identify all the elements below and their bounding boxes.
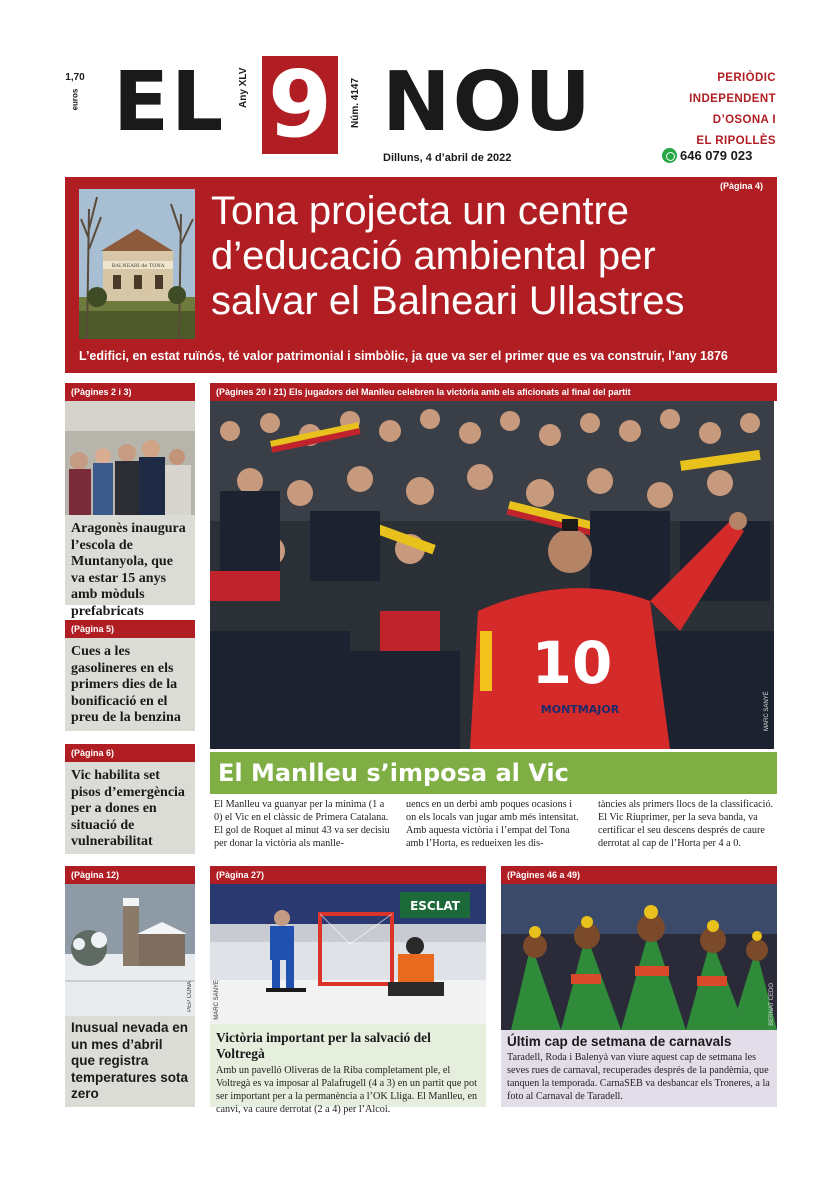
hockey-illustration <box>210 884 486 1024</box>
bottom-story-nevada[interactable] <box>65 866 195 1107</box>
side-story-muntanyola[interactable] <box>65 383 195 619</box>
bottom-photo-credit: PEP CONA <box>187 981 193 1012</box>
main-photo-credit: MARC SANYÉ <box>764 691 770 731</box>
phone-number: 646 079 023 <box>680 148 753 163</box>
main-headline[interactable]: El Manlleu s’imposa al Vic <box>210 752 777 794</box>
balneari-sign: BALNEARI de TONA <box>111 263 165 269</box>
bottom-story-carnaval[interactable] <box>501 866 777 1107</box>
whatsapp-contact[interactable] <box>662 148 752 163</box>
bottom-headline[interactable]: Victòria important per la salvació del Voltregà <box>216 1030 431 1061</box>
tagline-line: INDEPENDENT <box>689 93 776 105</box>
issue-number: Núm. 4147 <box>350 77 361 128</box>
jersey-number: 10 <box>531 629 613 697</box>
whatsapp-icon <box>662 148 677 163</box>
carnival-photo <box>501 884 777 1030</box>
bottom-photo-credit: BERNAT CEDÓ <box>769 983 775 1026</box>
main-photo[interactable] <box>210 401 774 749</box>
price-currency: euros <box>70 88 80 111</box>
bottom-page-ref: (Pàgines 46 a 49) <box>501 866 777 884</box>
tagline-line: D’OSONA I <box>712 114 776 126</box>
hockey-photo <box>210 884 486 1024</box>
year-label: Any XLV <box>238 67 249 108</box>
side-headline[interactable]: Vic habilita set pisos d’emergència per a dones en situació de vulnerabilitat <box>71 768 185 849</box>
side-headline[interactable]: Cues a les gasolineres en els primers dies de la bonificació en el preu de la benzina <box>71 644 181 725</box>
side-page-ref: (Pàgina 5) <box>65 620 195 638</box>
brand-nou[interactable]: NOU <box>382 55 593 150</box>
bottom-headline[interactable]: Últim cap de setmana de carnavals <box>507 1034 732 1049</box>
bottom-photo-credit: MARC SANYÉ <box>214 980 220 1020</box>
main-story-column: uencs en un derbi amb poques ocasions i on els locals van jugar amb més intensitat. Amb aquesta victòria i l’empat del Tona amb l’Horta, es redueixen les dis- <box>406 799 579 849</box>
bottom-page-ref: (Pàgina 27) <box>210 866 486 884</box>
side-story-vic-pisos[interactable] <box>65 744 195 854</box>
bottom-story-text: Amb un pavelló Oliveras de la Riba completament ple, el Voltregà es va imposar al Palafrugell (4 a 3) en un partit que pot ser important per a la permanència a l’OK Lliga. El Manlleu, en canvi, va caure derrotat (2 a 4) per l’Alcoi. <box>216 1065 478 1115</box>
side-headline[interactable]: Aragonès inaugura l’escola de Muntanyola, que va estar 15 anys amb mòduls prefabricats <box>71 521 186 619</box>
main-photo-caption: (Pàgines 20 i 21) Els jugadors del Manlleu celebren la victòria amb els aficionats al final del partit <box>210 383 777 401</box>
main-story-column: tàncies als primers llocs de la classificació. El Vic Riuprimer, per la seva banda, va certificar el seu descens després de caure derrotat al cap de l’Horta per 4 a 0. <box>598 799 774 849</box>
price-value: 1,70 <box>65 72 85 83</box>
lead-headline[interactable]: Tona projecta un centre d’educació ambiental per salvar el Balneari Ullastres <box>211 189 685 323</box>
tagline-line: EL RIPOLLÈS <box>696 135 776 147</box>
bottom-story-text: Taradell, Roda i Balenyà van viure aquest cap de setmana les seves rues de carnaval, recuperades després de la pandèmia, que tanquen la temporada. CarnaSEB va desbancar els Troneres, a la foto al Carnaval de Taradell. <box>507 1052 770 1102</box>
brand-el[interactable]: EL <box>113 55 226 150</box>
school-photo <box>65 401 195 515</box>
tagline <box>660 68 776 152</box>
bottom-page-ref: (Pàgina 12) <box>65 866 195 884</box>
side-story-gasolineres[interactable] <box>65 620 195 731</box>
lead-story[interactable] <box>65 177 777 373</box>
carnival-illustration <box>501 884 777 1030</box>
lead-photo <box>79 189 195 339</box>
brand-number-logo[interactable]: 9 <box>262 56 338 154</box>
fans-celebration-illustration <box>210 401 774 749</box>
bottom-headline[interactable]: Inusual nevada en un mes d’abril que registra temperatures sota zero <box>71 1020 189 1101</box>
side-page-ref: (Pàgina 6) <box>65 744 195 762</box>
snow-village-illustration <box>65 884 195 1016</box>
bottom-story-voltrega[interactable] <box>210 866 486 1115</box>
balneari-illustration <box>79 189 195 339</box>
main-story-column: El Manlleu va guanyar per la mínima (1 a 0) el Vic en el clàssic de Primera Catalana. El gol de Roquet al minut 43 va ser decisiu per donar la victòria als manlle- <box>214 799 390 849</box>
side-page-ref: (Pàgines 2 i 3) <box>65 383 195 401</box>
snow-photo <box>65 884 195 1016</box>
lead-subtitle: L’edifici, en estat ruïnós, té valor patrimonial i simbòlic, ja que va ser el primer que es va construir, l’any 1876 <box>79 349 728 363</box>
price <box>62 72 88 111</box>
lead-page-ref: (Pàgina 4) <box>719 181 763 191</box>
main-story-text <box>214 798 774 850</box>
issue-date: Dilluns, 4 d’abril de 2022 <box>383 152 512 164</box>
board-sign: ESCLAT <box>410 899 460 913</box>
jersey-sponsor: MONTMAJOR <box>540 703 620 716</box>
tagline-line: PERIÒDIC <box>717 72 776 84</box>
